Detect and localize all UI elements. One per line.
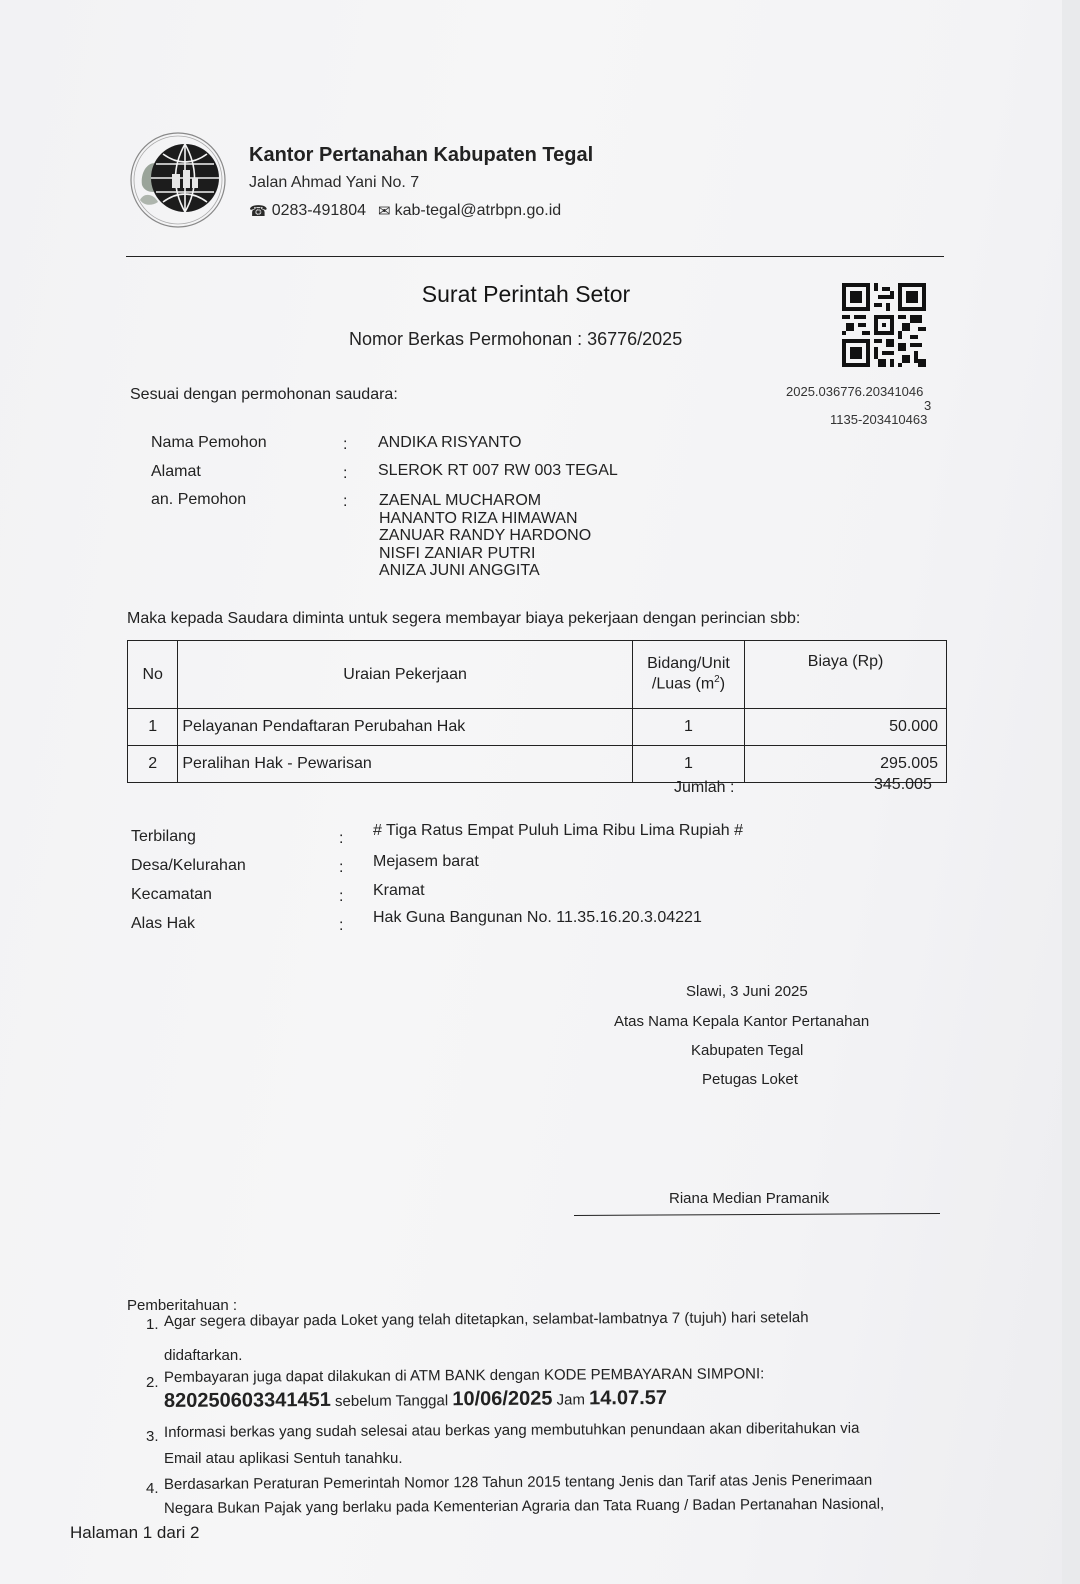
fee-table xyxy=(127,640,947,783)
row-unit: 1 xyxy=(632,746,744,783)
before-text: sebelum Tanggal xyxy=(334,1392,449,1410)
on-behalf-name: NISFI ZANIAR PUTRI xyxy=(379,544,536,562)
row-no: 1 xyxy=(128,709,178,746)
org-email: kab-tegal@atrbpn.go.id xyxy=(394,202,562,219)
on-behalf-name: ZANUAR RANDY HARDONO xyxy=(379,527,592,544)
district-label: Kecamatan xyxy=(131,886,212,903)
applicant-address-colon: : xyxy=(343,465,348,482)
village-value: Mejasem barat xyxy=(373,853,479,870)
on-behalf-name: ANIZA JUNI ANGGITA xyxy=(379,562,540,579)
applicant-address: SLEROK RT 007 RW 003 TEGAL xyxy=(378,462,618,479)
row-description: Peralihan Hak - Pewarisan xyxy=(178,746,632,783)
notice-number: 3. xyxy=(146,1428,159,1445)
intro-text: Sesuai dengan permohonan saudara: xyxy=(130,386,398,403)
table-row xyxy=(128,746,947,783)
header-unit-line1: Bidang/Unit xyxy=(647,655,730,673)
org-phone: 0283-491804 xyxy=(271,202,366,219)
on-behalf-label: an. Pemohon xyxy=(151,491,247,508)
village-colon: : xyxy=(339,859,344,876)
place-date: Slawi, 3 Juni 2025 xyxy=(686,983,808,1000)
header-unit-line2: /Luas (m xyxy=(651,675,715,693)
signature-line2: Kabupaten Tegal xyxy=(691,1042,804,1059)
notice-item3-line2: Email atau aplikasi Sentuh tanahku. xyxy=(164,1450,403,1467)
signature-line xyxy=(574,1213,940,1216)
file-number: Nomor Berkas Permohonan : 36776/2025 xyxy=(349,329,683,349)
officer-name: Riana Median Pramanik xyxy=(669,1190,830,1207)
header-unit-sup: 2 xyxy=(714,674,720,686)
on-behalf-name: HANANTO RIZA HIMAWAN xyxy=(379,509,578,527)
phone-icon: ☎ xyxy=(249,203,268,220)
title-basis-colon: : xyxy=(339,917,344,934)
qr-code-check-digit: 3 xyxy=(924,398,932,413)
notice-number: 1. xyxy=(146,1316,159,1333)
notice-heading: Pemberitahuan : xyxy=(127,1297,238,1314)
total-value: 345.005 xyxy=(874,776,932,793)
due-time: 14.07.57 xyxy=(589,1386,668,1410)
table-row xyxy=(128,709,947,746)
qr-code-number: 2025.036776.20341046 xyxy=(786,384,924,399)
header-cost: Biaya (Rp) xyxy=(745,641,947,709)
title-basis-label: Alas Hak xyxy=(131,915,196,932)
district-colon: : xyxy=(339,888,344,905)
title-basis-value: Hak Guna Bangunan No. 11.35.16.20.3.04221 xyxy=(373,909,702,926)
total-label: Jumlah : xyxy=(674,779,735,796)
signature-line3: Petugas Loket xyxy=(702,1071,798,1088)
header-no: No xyxy=(128,641,178,709)
payment-intro: Maka kepada Saudara diminta untuk segera membayar biaya pekerjaan dengan perincian sbb: xyxy=(127,610,801,627)
header-unit-close: ) xyxy=(719,675,726,693)
on-behalf-name: ZAENAL MUCHAROM xyxy=(379,492,542,509)
row-no: 2 xyxy=(128,746,178,783)
row-unit: 1 xyxy=(632,709,744,746)
notice-item4-line2: Negara Bukan Pajak yang berlaku pada Kementerian Agraria dan Tata Ruang / Badan Pertanahan Nasional, xyxy=(163,1495,885,1517)
page-number: Halaman 1 dari 2 xyxy=(70,1523,200,1542)
due-date: 10/06/2025 xyxy=(452,1387,553,1411)
notice-item3-line1: Informasi berkas yang sudah selesai atau berkas yang membutuhkan penundaan akan diberitahukan via xyxy=(163,1419,860,1441)
notice-number: 2. xyxy=(146,1374,159,1391)
org-contact xyxy=(249,202,561,220)
org-address: Jalan Ahmad Yani No. 7 xyxy=(249,174,420,191)
on-behalf-list xyxy=(379,492,591,580)
header-description: Uraian Pekerjaan xyxy=(178,641,632,709)
applicant-address-label: Alamat xyxy=(151,463,201,480)
bpn-logo xyxy=(128,130,228,230)
table-header-row xyxy=(128,641,947,709)
envelope-icon: ✉ xyxy=(378,203,391,220)
row-cost: 295.005 xyxy=(745,746,947,783)
notice-item1-line1: Agar segera dibayar pada Loket yang telah ditetapkan, selambat-lambatnya 7 (tujuh) hari setelah xyxy=(163,1309,809,1330)
applicant-name-colon: : xyxy=(343,436,348,453)
signature-line1: Atas Nama Kepala Kantor Pertanahan xyxy=(614,1013,870,1030)
qr-code xyxy=(842,283,926,367)
village-label: Desa/Kelurahan xyxy=(131,857,246,874)
row-cost: 50.000 xyxy=(745,709,947,746)
row-description: Pelayanan Pendaftaran Perubahan Hak xyxy=(178,709,632,746)
qr-code-reference: 1135-203410463 xyxy=(830,412,928,427)
district-value: Kramat xyxy=(373,882,425,899)
on-behalf-colon: : xyxy=(343,493,348,510)
header-unit xyxy=(632,641,744,709)
applicant-name-label: Nama Pemohon xyxy=(151,434,267,451)
notice-item2-line1: Pembayaran juga dapat dilakukan di ATM BANK dengan KODE PEMBAYARAN SIMPONI: xyxy=(163,1365,765,1386)
org-name: Kantor Pertanahan Kabupaten Tegal xyxy=(249,144,594,166)
notice-item2-line2 xyxy=(164,1387,667,1413)
time-text: Jam xyxy=(556,1391,586,1409)
document-title-text: Surat Perintah Setor xyxy=(421,281,631,307)
payment-code: 820250603341451 xyxy=(163,1388,331,1412)
notice-item1-line2: didaftarkan. xyxy=(164,1347,243,1364)
spelled-colon: : xyxy=(339,830,344,847)
header-divider xyxy=(126,256,944,257)
notice-number: 4. xyxy=(146,1480,159,1497)
spelled-amount: # Tiga Ratus Empat Puluh Lima Ribu Lima Rupiah # xyxy=(373,822,743,839)
applicant-name: ANDIKA RISYANTO xyxy=(378,434,522,451)
spelled-label: Terbilang xyxy=(131,828,196,845)
notice-item4-line1: Berdasarkan Peraturan Pemerintah Nomor 128 Tahun 2015 tentang Jenis dan Tarif atas Jenis Penerimaan xyxy=(163,1471,873,1493)
